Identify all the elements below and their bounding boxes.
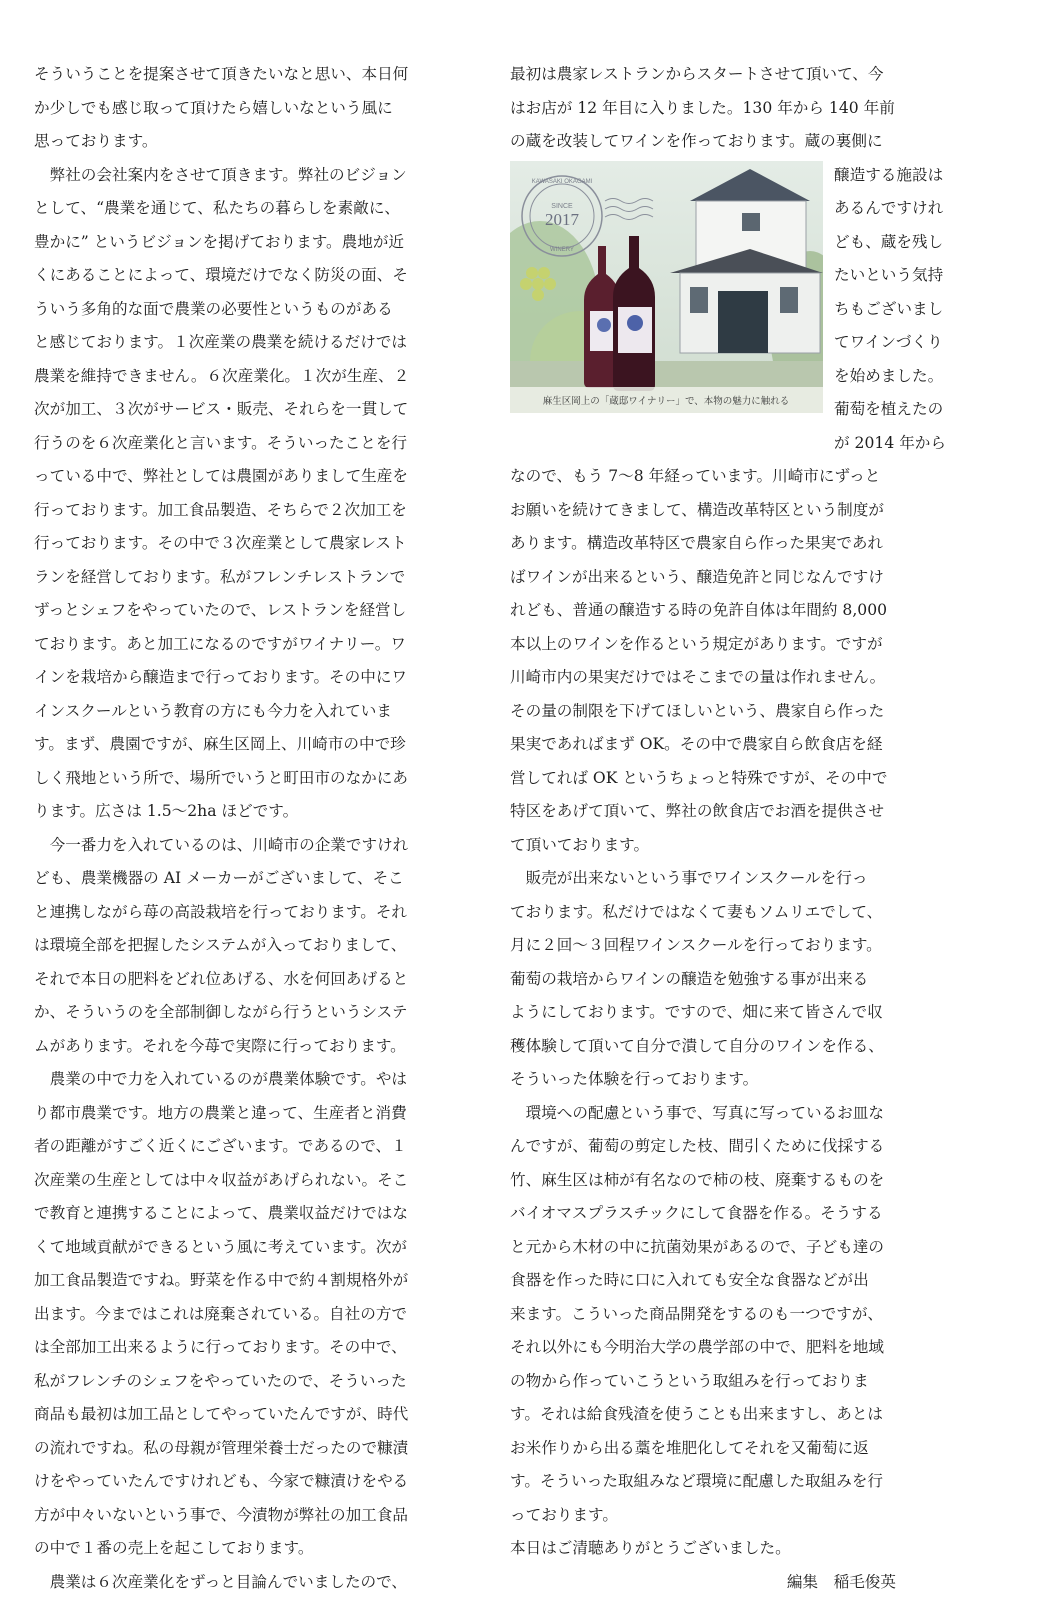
beside-photo-line: が 2014 年から xyxy=(834,427,952,461)
text-line: ういう多角的な面で農業の必要性というものがある xyxy=(34,293,486,327)
text-line: ランを経営しております。私がフレンチレストランで xyxy=(34,561,486,595)
text-line: の流れですね。私の母親が管理栄養士だったので糠漬 xyxy=(34,1432,486,1466)
text-line: 来ます。こういった商品開発をするのも一つですが、 xyxy=(510,1298,952,1332)
text-line: か、そういうのを全部制御しながら行うというシステ xyxy=(34,996,486,1030)
text-line: 最初は農家レストランからスタートさせて頂いて、今 xyxy=(510,58,952,92)
text-line: はお店が 12 年目に入りました。130 年から 140 年前 xyxy=(510,92,952,126)
right-bottom-text xyxy=(510,460,952,1566)
text-line: あります。構造改革特区で農家自ら作った果実であれ xyxy=(510,527,952,561)
right-top-text xyxy=(510,58,952,159)
text-line: 販売が出来ないという事でワインスクールを行っ xyxy=(510,862,952,896)
text-line: 本以上のワインを作るという規定があります。ですが xyxy=(510,628,952,662)
text-line: お米作りから出る藁を堆肥化してそれを又葡萄に返 xyxy=(510,1432,952,1466)
text-line: と感じております。１次産業の農業を続けるだけでは xyxy=(34,326,486,360)
text-line: ムがあります。それを今苺で実際に行っております。 xyxy=(34,1030,486,1064)
editor-signature: 編集 稲毛俊英 xyxy=(510,1566,952,1599)
stamp-arc-top: KAWASAKI OKAGAMI xyxy=(532,179,593,185)
text-line: ております。私だけではなくて妻もソムリエでして、 xyxy=(510,896,952,930)
text-line: す。それは給食残渣を使うことも出来ますし、あとは xyxy=(510,1398,952,1432)
beside-photo-line: ども、蔵を残し xyxy=(834,226,952,260)
stamp-since: SINCE xyxy=(551,203,573,210)
text-line: 次が加工、３次がサービス・販売、それらを一貫して xyxy=(34,393,486,427)
text-line: んですが、葡萄の剪定した枝、間引くために伐採する xyxy=(510,1130,952,1164)
text-line: の物から作っていこうという取組みを行っておりま xyxy=(510,1365,952,1399)
text-line: 営してれば OK というちょっと特殊ですが、その中で xyxy=(510,762,952,796)
beside-photo-line: 葡萄を植えたの xyxy=(834,393,952,427)
text-line: その量の制限を下げてほしいという、農家自ら作った xyxy=(510,695,952,729)
left-column xyxy=(34,58,486,1599)
text-line: れども、普通の醸造する時の免許自体は年間約 8,000 xyxy=(510,594,952,628)
stamp-year: 2017 xyxy=(545,210,580,229)
text-line: 行っております。加工食品製造、そちらで２次加工を xyxy=(34,494,486,528)
right-column xyxy=(510,58,952,1599)
text-line: は環境全部を把握したシステムが入っておりまして、 xyxy=(34,929,486,963)
text-line: バイオマスプラスチックにして食器を作る。そうする xyxy=(510,1197,952,1231)
text-line: 方が中々いないという事で、今漬物が弊社の加工食品 xyxy=(34,1499,486,1533)
text-line: 農業は６次産業化をずっと目論んでいましたので、 xyxy=(34,1566,486,1599)
beside-photo-line: てワインづくり xyxy=(834,326,952,360)
text-line: 行っております。その中で３次産業として農家レスト xyxy=(34,527,486,561)
text-line: そういうことを提案させて頂きたいなと思い、本日何 xyxy=(34,58,486,92)
text-line: っている中で、弊社としては農園がありまして生産を xyxy=(34,460,486,494)
text-line: 加工食品製造ですね。野菜を作る中で約４割規格外が xyxy=(34,1264,486,1298)
text-line: 思っております。 xyxy=(34,125,486,159)
text-line: 果実であればまず OK。その中で農家自ら飲食店を経 xyxy=(510,728,952,762)
text-line: の中で１番の売上を起こしております。 xyxy=(34,1532,486,1566)
text-line: ども、農業機器の AI メーカーがございまして、そこ xyxy=(34,862,486,896)
text-line: ります。広さは 1.5〜2ha ほどです。 xyxy=(34,795,486,829)
text-line: は全部加工出来るように行っております。その中で、 xyxy=(34,1331,486,1365)
stamp-arc-bottom: WINERY xyxy=(550,247,574,253)
text-line: 次産業の生産としては中々収益があげられない。そこ xyxy=(34,1164,486,1198)
text-line: くて地域貢献ができるという風に考えています。次が xyxy=(34,1231,486,1265)
beside-photo-line: ちもございまし xyxy=(834,293,952,327)
text-line: 農業を維持できません。６次産業化。１次が生産、２ xyxy=(34,360,486,394)
text-line: それ以外にも今明治大学の農学部の中で、肥料を地域 xyxy=(510,1331,952,1365)
text-line: り都市農業です。地方の農業と違って、生産者と消費 xyxy=(34,1097,486,1131)
text-line: 穫体験して頂いて自分で潰して自分のワインを作る、 xyxy=(510,1030,952,1064)
text-line: 出ます。今まではこれは廃棄されている。自社の方で xyxy=(34,1298,486,1332)
text-line: なので、もう 7〜8 年経っています。川崎市にずっと xyxy=(510,460,952,494)
text-line: 川崎市内の果実だけではそこまでの量は作れません。 xyxy=(510,661,952,695)
text-line: 豊かに” というビジョンを掲げております。農地が近 xyxy=(34,226,486,260)
text-line: 弊社の会社案内をさせて頂きます。弊社のビジョン xyxy=(34,159,486,193)
text-line: それで本日の肥料をどれ位あげる、水を何回あげると xyxy=(34,963,486,997)
text-line: くにあることによって、環境だけでなく防災の面、そ xyxy=(34,259,486,293)
text-line: て頂いております。 xyxy=(510,829,952,863)
text-line: 月に２回〜３回程ワインスクールを行っております。 xyxy=(510,929,952,963)
text-line: 私がフレンチのシェフをやっていたので、そういった xyxy=(34,1365,486,1399)
text-beside-photo xyxy=(834,159,952,461)
text-line: 葡萄の栽培からワインの醸造を勉強する事が出来る xyxy=(510,963,952,997)
text-line: と連携しながら苺の高設栽培を行っております。それ xyxy=(34,896,486,930)
text-line: 行うのを６次産業化と言います。そういったことを行 xyxy=(34,427,486,461)
winery-illustration xyxy=(510,161,823,413)
text-line: 環境への配慮という事で、写真に写っているお皿な xyxy=(510,1097,952,1131)
text-line: ております。あと加工になるのですがワイナリー。ワ xyxy=(34,628,486,662)
text-line: っております。 xyxy=(510,1499,952,1533)
text-line: けをやっていたんですけれども、今家で糠漬けをやる xyxy=(34,1465,486,1499)
text-line: 商品も最初は加工品としてやっていたんですが、時代 xyxy=(34,1398,486,1432)
photo-caption: 麻生区岡上の「蔵邸ワイナリー」で、本物の魅力に触れる xyxy=(543,395,790,407)
text-line: 食器を作った時に口に入れても安全な食器などが出 xyxy=(510,1264,952,1298)
text-line: す。まず、農園ですが、麻生区岡上、川崎市の中で珍 xyxy=(34,728,486,762)
text-line: 特区をあげて頂いて、弊社の飲食店でお酒を提供させ xyxy=(510,795,952,829)
text-line: ずっとシェフをやっていたので、レストランを経営し xyxy=(34,594,486,628)
winery-photo xyxy=(510,161,823,413)
text-line: ようにしております。ですので、畑に来て皆さんで収 xyxy=(510,996,952,1030)
text-line: か少しでも感じ取って頂けたら嬉しいなという風に xyxy=(34,92,486,126)
beside-photo-line: たいという気持 xyxy=(834,259,952,293)
text-line: ばワインが出来るという、醸造免許と同じなんですけ xyxy=(510,561,952,595)
photo-section xyxy=(510,159,952,461)
text-line: インスクールという教育の方にも今力を入れていま xyxy=(34,695,486,729)
text-line: 竹、麻生区は柿が有名なので柿の枝、廃棄するものを xyxy=(510,1164,952,1198)
text-line: 今一番力を入れているのは、川崎市の企業ですけれ xyxy=(34,829,486,863)
beside-photo-line: あるんですけれ xyxy=(834,192,952,226)
text-line: として、“農業を通じて、私たちの暮らしを素敵に、 xyxy=(34,192,486,226)
text-line: お願いを続けてきまして、構造改革特区という制度が xyxy=(510,494,952,528)
text-line: の蔵を改装してワインを作っております。蔵の裏側に xyxy=(510,125,952,159)
text-line: 農業の中で力を入れているのが農業体験です。やは xyxy=(34,1063,486,1097)
text-line: しく飛地という所で、場所でいうと町田市のなかにあ xyxy=(34,762,486,796)
beside-photo-line: を始めました。 xyxy=(834,360,952,394)
text-line: インを栽培から醸造まで行っております。その中にワ xyxy=(34,661,486,695)
text-line: す。そういった取組みなど環境に配慮した取組みを行 xyxy=(510,1465,952,1499)
text-line: 者の距離がすごく近くにございます。であるので、１ xyxy=(34,1130,486,1164)
text-line: で教育と連携することによって、農業収益だけではな xyxy=(34,1197,486,1231)
beside-photo-line: 醸造する施設は xyxy=(834,159,952,193)
text-line: そういった体験を行っております。 xyxy=(510,1063,952,1097)
text-line: と元から木材の中に抗菌効果があるので、子ども達の xyxy=(510,1231,952,1265)
text-line: 本日はご清聴ありがとうございました。 xyxy=(510,1532,952,1566)
